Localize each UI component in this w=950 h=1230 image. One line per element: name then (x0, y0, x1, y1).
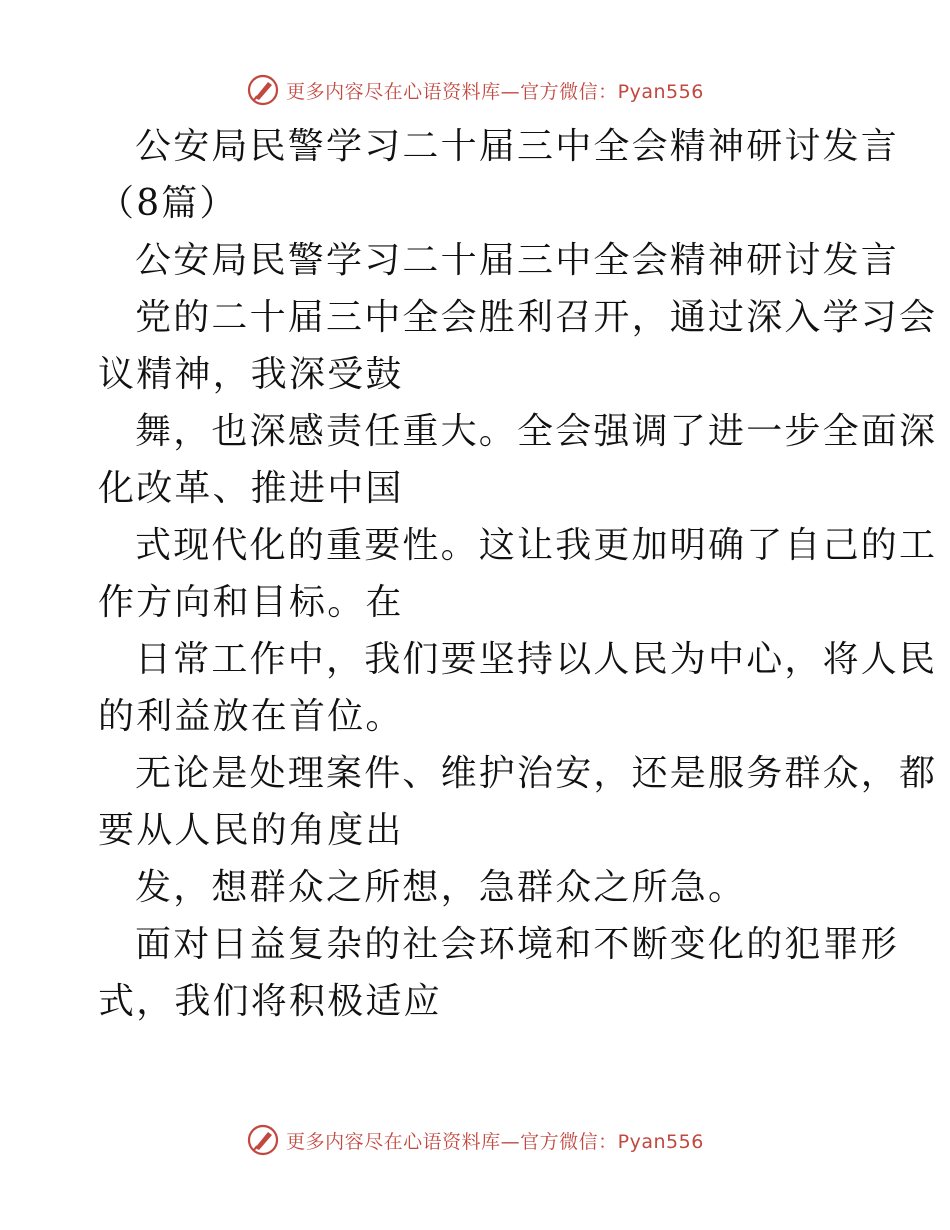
doc-line: 议精神，我深受鼓 (98, 354, 404, 395)
doc-line: 的利益放在首位。 (98, 696, 404, 737)
doc-line: 公安局民警学习二十届三中全会精神研讨发言 (135, 240, 900, 281)
document-body (98, 118, 938, 1030)
doc-line: 舞，也深感责任重大。全会强调了进一步全面深 (135, 411, 938, 452)
doc-line: 作方向和目标。在 (98, 582, 404, 623)
watermark-text: 更多内容尽在心语资料库—官方微信：Pyan556 (286, 80, 704, 103)
doc-line: 党的二十届三中全会胜利召开，通过深入学习会 (135, 297, 938, 338)
doc-line: 式现代化的重要性。这让我更加明确了自己的工 (135, 525, 938, 566)
doc-line: 要从人民的角度出 (98, 810, 404, 851)
quill-logo-icon (246, 73, 280, 107)
doc-line: 日常工作中，我们要坚持以人民为中心，将人民 (135, 639, 938, 680)
header-watermark (0, 70, 950, 110)
doc-line: （8篇） (98, 183, 238, 224)
doc-line: 面对日益复杂的社会环境和不断变化的犯罪形 (135, 924, 900, 965)
quill-logo-icon (246, 1123, 280, 1157)
footer-watermark (0, 1120, 950, 1160)
watermark-text: 更多内容尽在心语资料库—官方微信：Pyan556 (286, 1130, 704, 1153)
doc-line: 无论是处理案件、维护治安，还是服务群众，都 (135, 753, 938, 794)
doc-line: 式，我们将积极适应 (98, 981, 442, 1022)
doc-line: 公安局民警学习二十届三中全会精神研讨发言 (135, 126, 900, 167)
doc-line: 化改革、推进中国 (98, 468, 404, 509)
doc-line: 发，想群众之所想，急群众之所急。 (135, 867, 747, 908)
